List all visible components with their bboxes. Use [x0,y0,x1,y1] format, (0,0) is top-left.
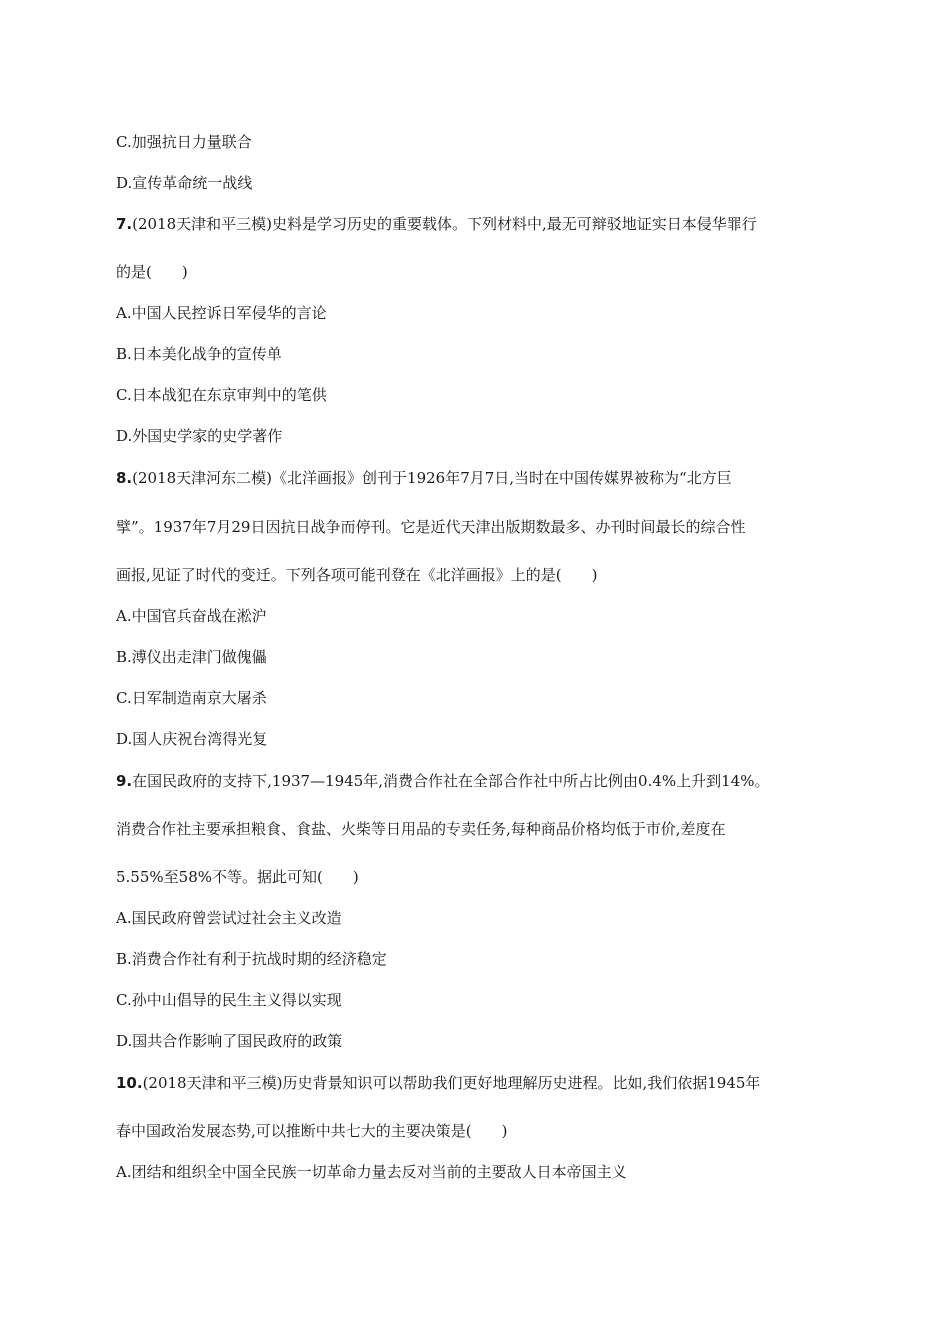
q7-option-c: C.日本战犯在东京审判中的笔供 [116,386,327,404]
q7-option-d: D.外国史学家的史学著作 [116,427,283,445]
q9-stem-line-3: 5.55%至58%不等。据此可知( ) [116,868,359,886]
q9-option-d: D.国共合作影响了国民政府的政策 [116,1032,343,1050]
q9-number: 9. [116,772,133,790]
q8-stem-line-1 [116,468,732,488]
q8-stem-line-3: 画报,见证了时代的变迁。下列各项可能刊登在《北洋画报》上的是( ) [116,566,598,584]
q8-option-d: D.国人庆祝台湾得光复 [116,730,268,748]
q9-stem-line-2: 消费合作社主要承担粮食、食盐、火柴等日用品的专卖任务,每种商品价格均低于市价,差度在 [116,820,726,838]
q7-number: 7. [116,215,133,233]
q9-option-a: A.国民政府曾尝试过社会主义改造 [116,909,342,927]
q8-number: 8. [116,469,133,487]
q6-option-d: D.宣传革命统一战线 [116,174,253,192]
q9-stem-line-1 [116,771,769,791]
q8-stem-text-1: (2018天津河东二模)《北洋画报》创刊于1926年7月7日,当时在中国传媒界被称为“北方巨 [132,469,732,487]
q9-option-c: C.孙中山倡导的民生主义得以实现 [116,991,342,1009]
q10-number: 10. [116,1074,143,1092]
q6-option-c: C.加强抗日力量联合 [116,133,252,151]
q8-stem-line-2: 擘”。1937年7月29日因抗日战争而停刊。它是近代天津出版期数最多、办刊时间最长的综合性 [116,518,746,536]
q8-option-c: C.日军制造南京大屠杀 [116,689,267,707]
q10-stem-line-1 [116,1073,760,1093]
q10-stem-text-1: (2018天津和平三模)历史背景知识可以帮助我们更好地理解历史进程。比如,我们依据1945年 [142,1074,761,1092]
q9-stem-text-1: 在国民政府的支持下,1937—1945年,消费合作社在全部合作社中所占比例由0.4%上升到14%。 [132,772,770,790]
q10-option-a: A.团结和组织全中国全民族一切革命力量去反对当前的主要敌人日本帝国主义 [116,1163,627,1181]
q7-stem-line-1 [116,214,757,234]
q7-stem-line-2: 的是( ) [116,263,188,281]
q8-option-b: B.溥仪出走津门做傀儡 [116,648,267,666]
q7-stem-text-1: (2018天津和平三模)史料是学习历史的重要载体。下列材料中,最无可辩驳地证实日本侵华罪行 [132,215,757,233]
q7-option-a: A.中国人民控诉日军侵华的言论 [116,304,327,322]
q8-option-a: A.中国官兵奋战在淞沪 [116,607,267,625]
q9-option-b: B.消费合作社有利于抗战时期的经济稳定 [116,950,387,968]
q10-stem-line-2: 春中国政治发展态势,可以推断中共七大的主要决策是( ) [116,1122,508,1140]
q7-option-b: B.日本美化战争的宣传单 [116,345,282,363]
